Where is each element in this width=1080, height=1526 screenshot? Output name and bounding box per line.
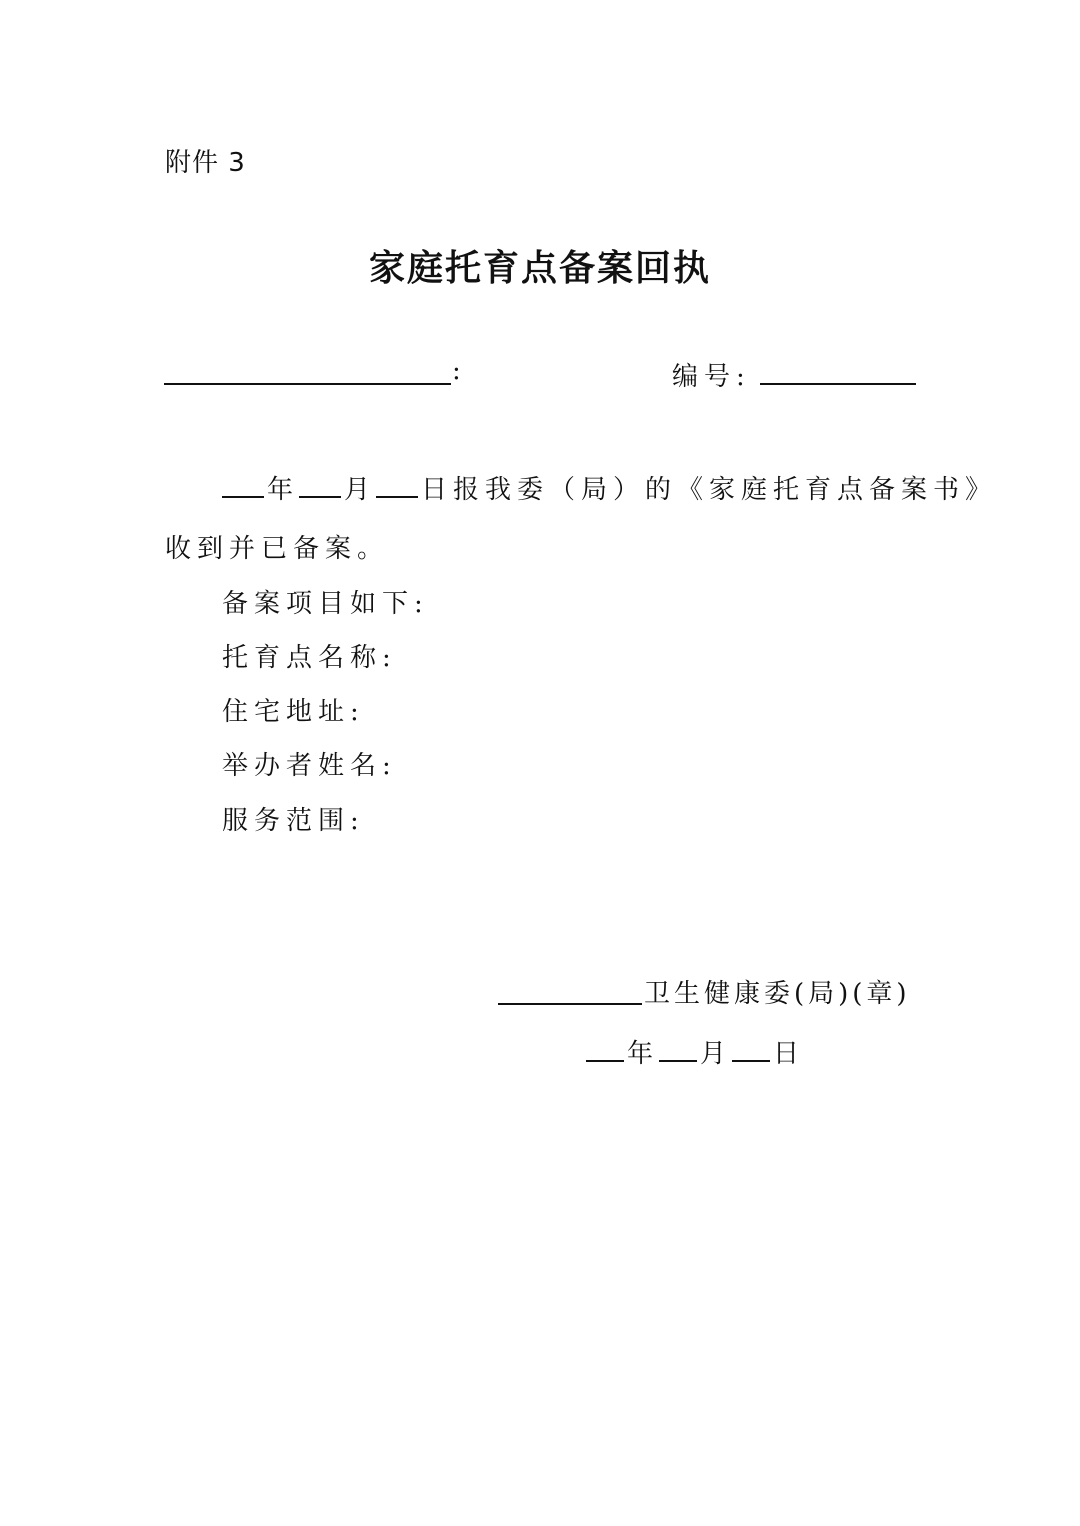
authority-blank-line xyxy=(498,1003,642,1005)
day-blank xyxy=(376,474,418,498)
month-text: 月 xyxy=(344,475,377,505)
sig-day-text: 日 xyxy=(773,1039,806,1069)
recipient-colon: : xyxy=(452,356,461,386)
body-paragraph-line-1 xyxy=(222,469,997,506)
item-service-scope: 服务范围: xyxy=(222,806,365,836)
month-blank xyxy=(299,474,341,498)
body-paragraph-line-2: 收到并已备案。 xyxy=(165,534,390,564)
serial-number-blank-line xyxy=(760,383,916,385)
year-text: 年 xyxy=(267,475,300,505)
day-report-text: 日报我委（局）的《家庭托育点备案书》 xyxy=(421,475,998,505)
signature-date xyxy=(586,1033,805,1070)
year-blank xyxy=(222,474,264,498)
sig-year-blank xyxy=(586,1038,624,1062)
item-organizer-name: 举办者姓名: xyxy=(222,751,397,781)
sig-month-blank xyxy=(659,1038,697,1062)
recipient-blank-line xyxy=(164,383,451,385)
item-heading: 备案项目如下: xyxy=(222,589,429,619)
attachment-label: 附件 3 xyxy=(165,148,246,178)
document-title: 家庭托育点备案回执 xyxy=(368,247,711,289)
sig-month-text: 月 xyxy=(700,1039,733,1069)
authority-seal-text: 卫生健康委(局)(章) xyxy=(644,979,911,1009)
item-residential-address: 住宅地址: xyxy=(222,697,365,727)
serial-number-label: 编号: xyxy=(672,362,751,392)
sig-year-text: 年 xyxy=(627,1039,660,1069)
item-nursery-name: 托育点名称: xyxy=(222,643,397,673)
sig-day-blank xyxy=(732,1038,770,1062)
